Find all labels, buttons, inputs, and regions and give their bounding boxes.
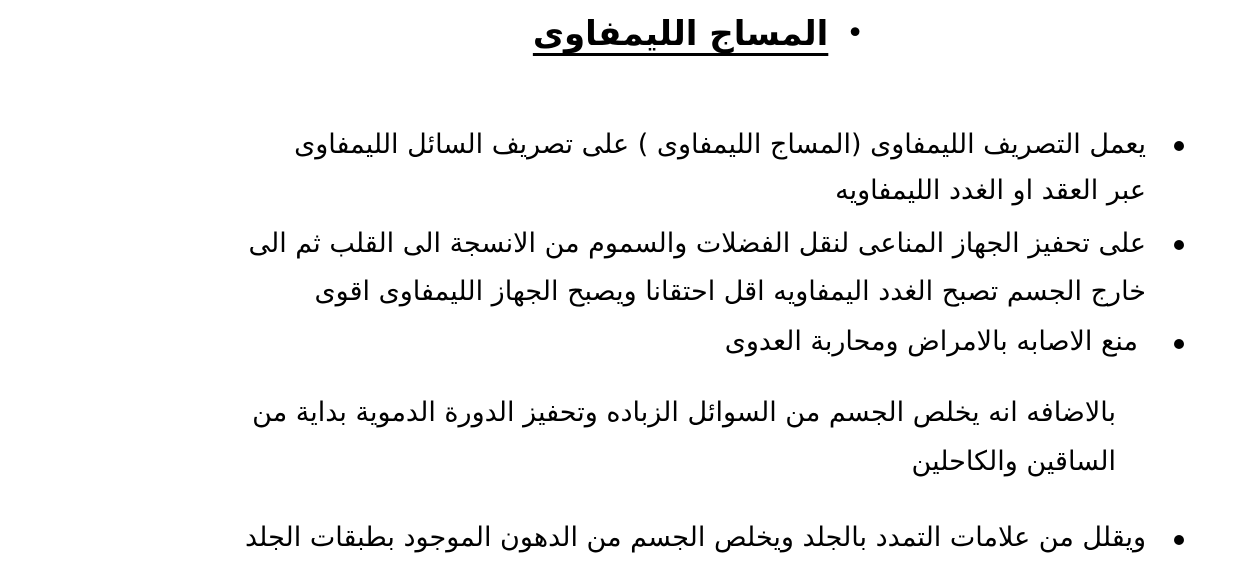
bullet-icon bbox=[1174, 141, 1184, 151]
item-4-line-1: ويقلل من علامات التمدد بالجلد ويخلص الجسم من الدهون الموجود بطبقات الجلد bbox=[244, 522, 1146, 553]
page-title: المساج الليمفاوى bbox=[532, 14, 829, 54]
bullet-icon bbox=[1174, 240, 1184, 250]
item-3-line-1: منع الاصابه بالامراض ومحاربة العدوى bbox=[724, 326, 1138, 357]
item-2-line-1: على تحفيز الجهاز المناعى لنقل الفضلات والسموم من الانسجة الى القلب ثم الى bbox=[248, 228, 1146, 259]
paragraph-line-2: الساقين والكاحلين bbox=[911, 446, 1116, 477]
item-2-line-2: خارج الجسم تصبح الغدد اليمفاويه اقل احتقانا ويصبح الجهاز الليمفاوى اقوى bbox=[314, 276, 1146, 307]
item-1-line-2: عبر العقد او الغدد الليمفاويه bbox=[835, 175, 1146, 206]
title-row bbox=[533, 6, 864, 62]
item-1-line-1: يعمل التصريف الليمفاوى (المساج الليمفاوى ) على تصريف السائل الليمفاوى bbox=[294, 129, 1146, 160]
bullet-icon bbox=[1174, 339, 1184, 349]
title-bullet-icon: • bbox=[846, 16, 864, 51]
bullet-icon bbox=[1174, 535, 1184, 545]
paragraph-line-1: بالاضافه انه يخلص الجسم من السوائل الزباده وتحفيز الدورة الدموية بداية من bbox=[252, 397, 1116, 428]
